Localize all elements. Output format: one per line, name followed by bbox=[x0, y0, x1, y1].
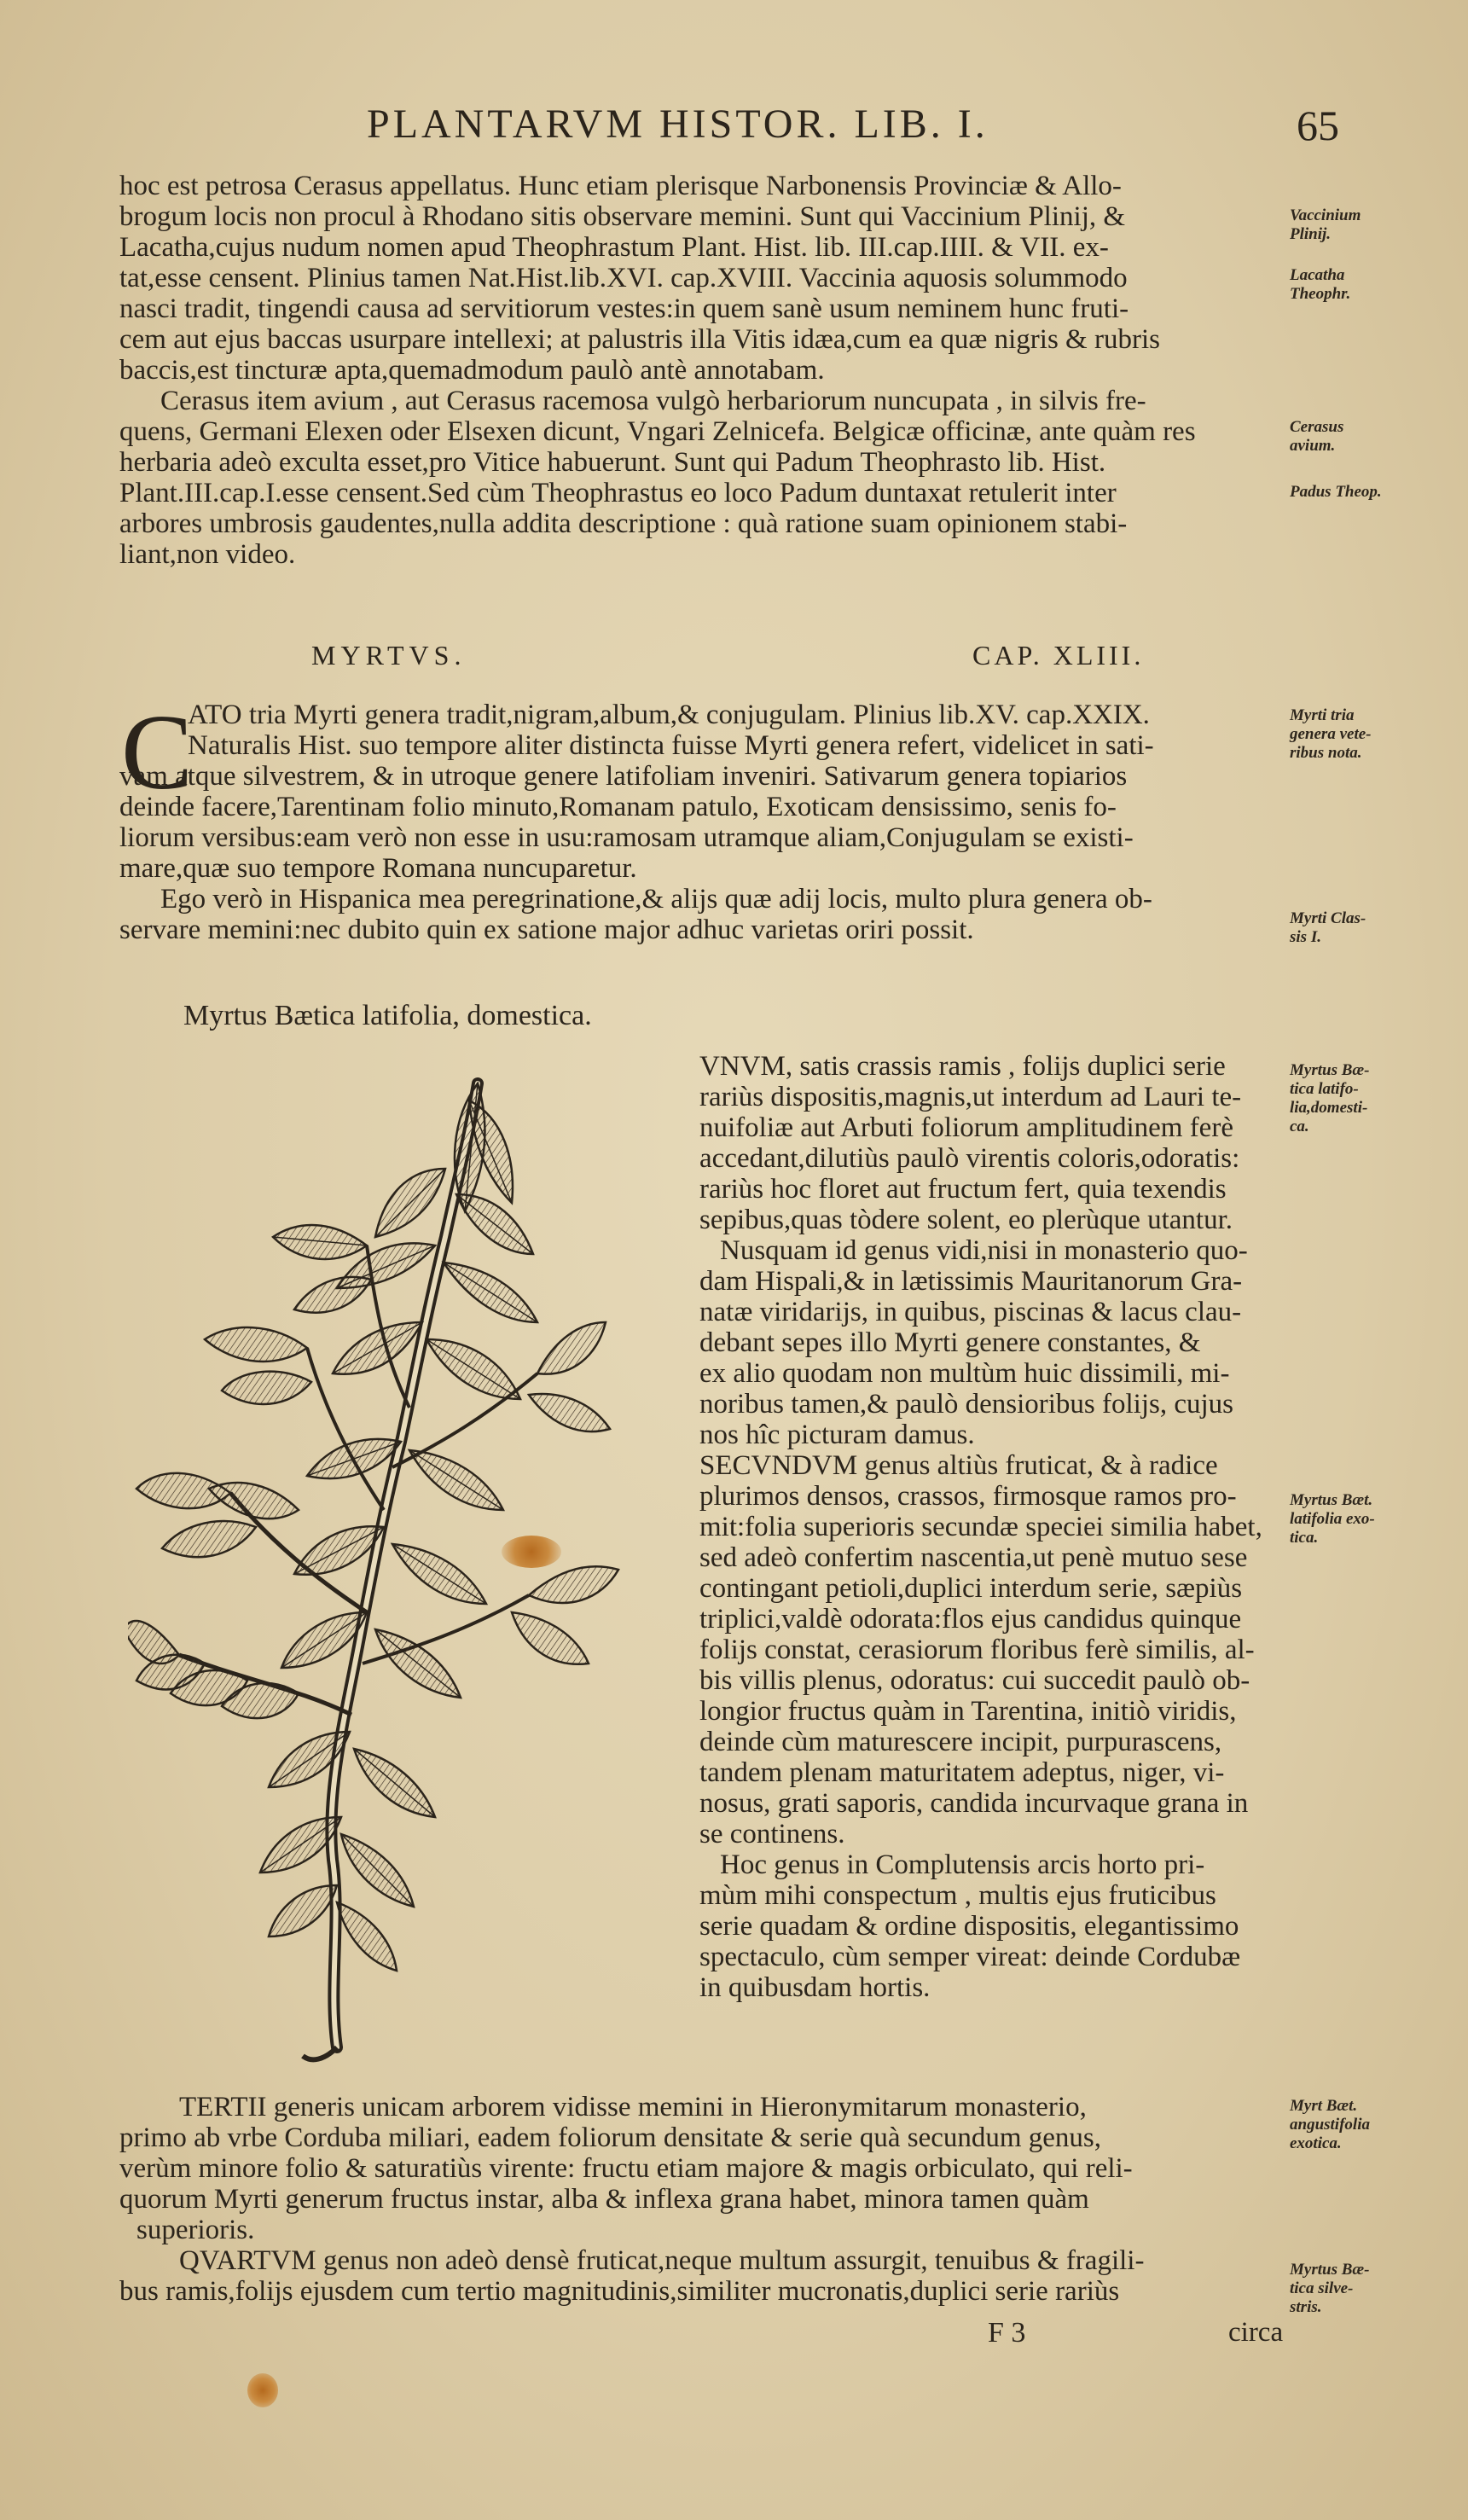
text-line: baccis,est tincturæ apta,quemadmodum paulò antè annotabam. bbox=[119, 355, 825, 386]
margin-note: Myrtus Bæ- tica silve- stris. bbox=[1290, 2261, 1370, 2316]
text-line: Nusquam id genus vidi,nisi in monasterio quo- bbox=[720, 1235, 1248, 1266]
text-line: debant sepes illo Myrti genere constantes, & bbox=[699, 1327, 1201, 1358]
chapter-title: MYRTVS. bbox=[311, 640, 467, 671]
drop-cap: C bbox=[121, 694, 194, 812]
text-line: Lacatha,cujus nudum nomen apud Theophrastum Plant. Hist. lib. III.cap.IIII. & VII. ex- bbox=[119, 232, 1109, 263]
text-line: SECVNDVM genus altiùs fruticat, & à radice bbox=[699, 1450, 1218, 1481]
right-column-text bbox=[699, 1051, 1297, 2003]
signature-mark: F 3 bbox=[988, 2317, 1026, 2349]
text-line: nos hîc picturam damus. bbox=[699, 1420, 975, 1450]
margin-note: Myrti Clas- sis I. bbox=[1290, 909, 1366, 946]
text-line: Hoc genus in Complutensis arcis horto pri- bbox=[720, 1849, 1205, 1880]
text-line: quens, Germani Elexen oder Elsexen dicunt, Vngari Zelnicefa. Belgicæ officinæ, ante quàm res bbox=[119, 416, 1196, 447]
margin-note: Myrtus Bæt. latifolia exo- tica. bbox=[1290, 1491, 1375, 1547]
running-head: PLANTARVM HISTOR. LIB. I. bbox=[367, 102, 989, 147]
intro-block-cont bbox=[119, 761, 1279, 945]
top-text-block bbox=[119, 171, 1279, 570]
text-line: liant,non video. bbox=[119, 539, 296, 570]
text-line: quorum Myrti generum fructus instar, alba & inflexa grana habet, minora tamen quàm bbox=[119, 2184, 1089, 2215]
text-line: hoc est petrosa Cerasus appellatus. Hunc etiam plerisque Narbonensis Provinciæ & Allo- bbox=[119, 171, 1122, 201]
text-line: brogum locis non procul à Rhodano sitis observare memini. Sunt qui Vaccinium Plinij, & bbox=[119, 201, 1126, 232]
text-line: cem aut ejus baccas usurpare intellexi; at palustris illa Vitis idæa,cum ea quæ nigris & rubris bbox=[119, 324, 1160, 355]
intro-block bbox=[188, 700, 1279, 761]
text-line: ex alio quodam non multùm huic dissimili, mi- bbox=[699, 1358, 1230, 1389]
margin-note: Lacatha Theophr. bbox=[1290, 266, 1351, 303]
text-line: herbaria adeò exculta esset,pro Vitice habuerunt. Sunt qui Padum Theophrasto lib. Hist. bbox=[119, 447, 1106, 478]
text-line: Naturalis Hist. suo tempore aliter distincta fuisse Myrti genera refert, videlicet in sati- bbox=[188, 730, 1154, 761]
text-line: spectaculo, cùm semper vireat: deinde Cordubæ bbox=[699, 1942, 1241, 1972]
margin-note: Myrt Bæt. angustifolia exotica. bbox=[1290, 2097, 1370, 2152]
margin-note: Myrti tria genera vete- ribus nota. bbox=[1290, 706, 1372, 762]
text-line: Ego verò in Hispanica mea peregrinatione,& alijs quæ adij locis, multo plura genera ob- bbox=[160, 884, 1152, 915]
chapter-number: CAP. XLIII. bbox=[972, 640, 1145, 671]
text-line: noribus tamen,& paulò densioribus folijs, cujus bbox=[699, 1389, 1234, 1420]
text-line: triplici,valdè odorata:flos ejus candidus quinque bbox=[699, 1604, 1242, 1635]
bottom-text-block bbox=[119, 2092, 1279, 2307]
margin-note: Cerasus avium. bbox=[1290, 418, 1344, 455]
text-line: rariùs dispositis,magnis,ut interdum ad Lauri te- bbox=[699, 1082, 1242, 1112]
text-line: natæ viridarijs, in quibus, piscinas & lacus clau- bbox=[699, 1297, 1242, 1327]
paper-stain bbox=[502, 1536, 561, 1568]
text-line: dam Hispali,& in lætissimis Mauritanorum Gra- bbox=[699, 1266, 1243, 1297]
text-line: sed adeò confertim nascentia,ut penè mutuo sese bbox=[699, 1542, 1248, 1573]
margin-note: Padus Theop. bbox=[1290, 483, 1382, 501]
text-line: mare,quæ suo tempore Romana nuncuparetur. bbox=[119, 853, 637, 884]
text-line: folijs constat, cerasiorum floribus ferè similis, al- bbox=[699, 1635, 1255, 1665]
margin-note: Vaccinium Plinij. bbox=[1290, 206, 1361, 243]
text-line: nasci tradit, tingendi causa ad servitiorum vestes:in quem sanè usum neminem hunc fruti- bbox=[119, 293, 1129, 324]
page-number: 65 bbox=[1297, 102, 1339, 149]
text-line: sepibus,quas tòdere solent, eo plerùque utantur. bbox=[699, 1205, 1233, 1235]
text-line: nosus, grati saporis, candida incurvaque grana in bbox=[699, 1788, 1249, 1819]
text-line: verùm minore folio & saturatiùs virente: fructu etiam majore & magis orbiculato, qui reli- bbox=[119, 2153, 1133, 2184]
page-header bbox=[358, 101, 1365, 160]
text-line: mit:folia superioris secundæ speciei similia habet, bbox=[699, 1512, 1262, 1542]
text-line: Cerasus item avium , aut Cerasus racemosa vulgò herbariorum nuncupata , in silvis fre- bbox=[160, 386, 1146, 416]
text-line: vam atque silvestrem, & in utroque genere latifoliam inveniri. Sativarum genera topiarios bbox=[119, 761, 1128, 792]
text-line: se continens. bbox=[699, 1819, 845, 1849]
text-line: QVARTVM genus non adeò densè fruticat,neque multum assurgit, tenuibus & fragili- bbox=[179, 2245, 1145, 2276]
text-line: accedant,dilutiùs paulò virentis coloris,odoratis: bbox=[699, 1143, 1240, 1174]
text-line: tat,esse censent. Plinius tamen Nat.Hist.lib.XVI. cap.XVIII. Vaccinia aquosis solummodo bbox=[119, 263, 1128, 293]
text-line: deinde cùm maturescere incipit, purpurascens, bbox=[699, 1727, 1222, 1757]
catchword: circa bbox=[1228, 2317, 1284, 2348]
text-line: in quibusdam hortis. bbox=[699, 1972, 931, 2003]
text-line: mùm mihi conspectum , multis ejus fruticibus bbox=[699, 1880, 1216, 1911]
figure-caption: Myrtus Bætica latifolia, domestica. bbox=[183, 1000, 592, 1031]
text-line: tandem plenam maturitatem adeptus, niger, vi- bbox=[699, 1757, 1225, 1788]
myrtle-branch-woodcut bbox=[128, 1066, 631, 2064]
text-line: plurimos densos, crassos, firmosque ramos pro- bbox=[699, 1481, 1237, 1512]
chapter-heading bbox=[119, 640, 1297, 677]
text-line: bis villis plenus, odoratus: cui succedit paulò ob- bbox=[699, 1665, 1250, 1696]
text-line: TERTII generis unicam arborem vidisse memini in Hieronymitarum monasterio, bbox=[179, 2092, 1087, 2122]
paper-stain bbox=[247, 2373, 278, 2407]
text-line: ATO tria Myrti genera tradit,nigram,album,& conjugulam. Plinius lib.XV. cap.XXIX. bbox=[188, 700, 1150, 730]
margin-note: Myrtus Bæ- tica latifo- lia,domesti- ca. bbox=[1290, 1061, 1370, 1135]
text-line: primo ab vrbe Corduba miliari, eadem foliorum densitate & serie quà secundum genus, bbox=[119, 2122, 1102, 2153]
text-line: arbores umbrosis gaudentes,nulla addita descriptione : quà ratione suam opinionem stabi- bbox=[119, 508, 1128, 539]
text-line: contingant petioli,duplici interdum serie, sæpiùs bbox=[699, 1573, 1243, 1604]
text-line: deinde facere,Tarentinam folio minuto,Romanam patulo, Exoticam densissimo, senis fo- bbox=[119, 792, 1117, 822]
text-line: servare memini:nec dubito quin ex satione major adhuc varietas oriri possit. bbox=[119, 915, 974, 945]
text-line: serie quadam & ordine dispositis, elegantissimo bbox=[699, 1911, 1239, 1942]
text-line: VNVM, satis crassis ramis , folijs duplici serie bbox=[699, 1051, 1226, 1082]
text-line: bus ramis,folijs ejusdem cum tertio magnitudinis,similiter mucronatis,duplici serie rariùs bbox=[119, 2276, 1120, 2307]
text-line: superioris. bbox=[136, 2215, 255, 2245]
text-line: longior fructus quàm in Tarentina, initiò viridis, bbox=[699, 1696, 1237, 1727]
text-line: nuifoliæ aut Arbuti foliorum amplitudinem ferè bbox=[699, 1112, 1233, 1143]
text-line: Plant.III.cap.I.esse censent.Sed cùm Theophrastus eo loco Padum duntaxat retulerit inter bbox=[119, 478, 1117, 508]
text-line: rariùs hoc floret aut fructum fert, quia texendis bbox=[699, 1174, 1227, 1205]
text-line: liorum versibus:eam verò non esse in usu:ramosam utramque aliam,Conjugulam se existi- bbox=[119, 822, 1134, 853]
